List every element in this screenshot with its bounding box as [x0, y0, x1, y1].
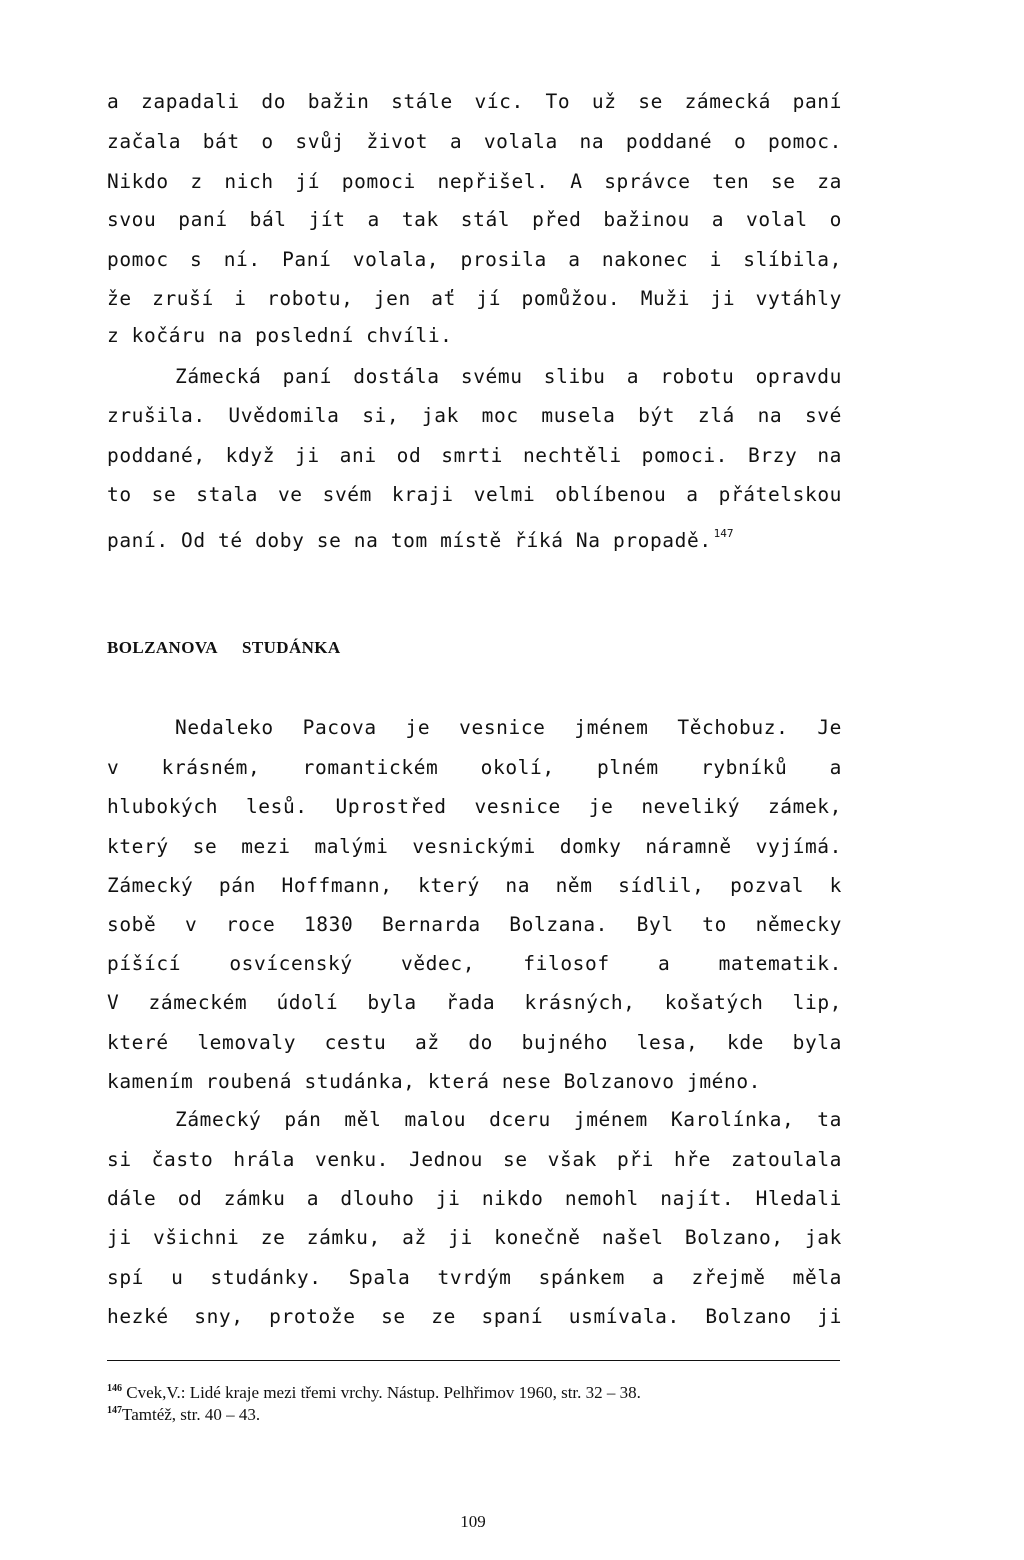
text-line: Zámecký pán Hoffmann, který na něm sídlil, pozval k [107, 874, 842, 897]
text-line: si často hrála venku. Jednou se však při hře zatoulala [107, 1148, 842, 1171]
text-line: hlubokých lesů. Uprostřed vesnice je neveliký zámek, [107, 795, 842, 818]
footnote-147 [107, 1401, 260, 1425]
text-line: v krásném, romantickém okolí, plném rybníků a [107, 756, 842, 779]
text-line: píšící osvícenský vědec, filosof a matematik. [107, 952, 842, 975]
text-line: dále od zámku a dlouho ji nikdo nemohl najít. Hledali [107, 1187, 842, 1210]
text-line: ji všichni ze zámku, až ji konečně našel Bolzano, jak [107, 1226, 842, 1249]
text-line: spí u studánky. Spala tvrdým spánkem a zřejmě měla [107, 1266, 842, 1289]
section-heading-word-2: STUDÁNKA [242, 638, 341, 657]
footnote-text: Cvek,V.: Lidé kraje mezi třemi vrchy. Nástup. Pelhřimov 1960, str. 32 – 38. [122, 1383, 641, 1402]
section-heading-word-1: BOLZANOVA [107, 638, 218, 657]
text-line: kamením roubená studánka, která nese Bolzanovo jméno. [107, 1070, 762, 1093]
text-line: Nikdo z nich jí pomoci nepřišel. A správce ten se za [107, 170, 842, 193]
text-line: V zámeckém údolí byla řada krásných, košatých lip, [107, 991, 842, 1014]
footnote-separator [107, 1360, 840, 1361]
text-line: které lemovaly cestu až do bujného lesa, kde byla [107, 1031, 842, 1054]
text-line: svou paní bál jít a tak stál před bažinou a volal o [107, 208, 842, 231]
footnote-146 [107, 1379, 641, 1403]
text-line: hezké sny, protože se ze spaní usmívala. Bolzano ji [107, 1305, 842, 1328]
text-line: z kočáru na poslední chvíli. [107, 324, 453, 347]
footnote-reference: 147 [713, 527, 734, 540]
footnote-number: 146 [107, 1383, 122, 1394]
footnote-number: 147 [107, 1405, 122, 1416]
page-number: 109 [460, 1512, 486, 1531]
text-line-content: paní. Od té doby se na tom místě říká Na propadě. [107, 529, 712, 552]
text-line: a zapadali do bažin stále víc. To už se zámecká paní [107, 90, 842, 113]
text-line: že zruší i robotu, jen ať jí pomůžou. Muži ji vytáhly [107, 287, 842, 310]
text-line: který se mezi malými vesnickými domky náramně vyjímá. [107, 835, 842, 858]
text-line: to se stala ve svém kraji velmi oblíbenou a přátelskou [107, 483, 842, 506]
text-line [107, 522, 842, 553]
text-line: začala bát o svůj život a volala na poddané o pomoc. [107, 130, 842, 153]
text-line: Nedaleko Pacova je vesnice jménem Těchobuz. Je [175, 716, 842, 739]
text-line: pomoc s ní. Paní volala, prosila a nakonec i slíbila, [107, 248, 842, 271]
text-line: poddané, když ji ani od smrti nechtěli pomoci. Brzy na [107, 444, 842, 467]
footnote-text: Tamtéž, str. 40 – 43. [122, 1405, 261, 1424]
text-line: sobě v roce 1830 Bernarda Bolzana. Byl to německy [107, 913, 842, 936]
text-line: Zámecký pán měl malou dceru jménem Karolínka, ta [175, 1108, 842, 1131]
text-line: Zámecká paní dostála svému slibu a robotu opravdu [175, 365, 842, 388]
text-line: zrušila. Uvědomila si, jak moc musela být zlá na své [107, 404, 842, 427]
